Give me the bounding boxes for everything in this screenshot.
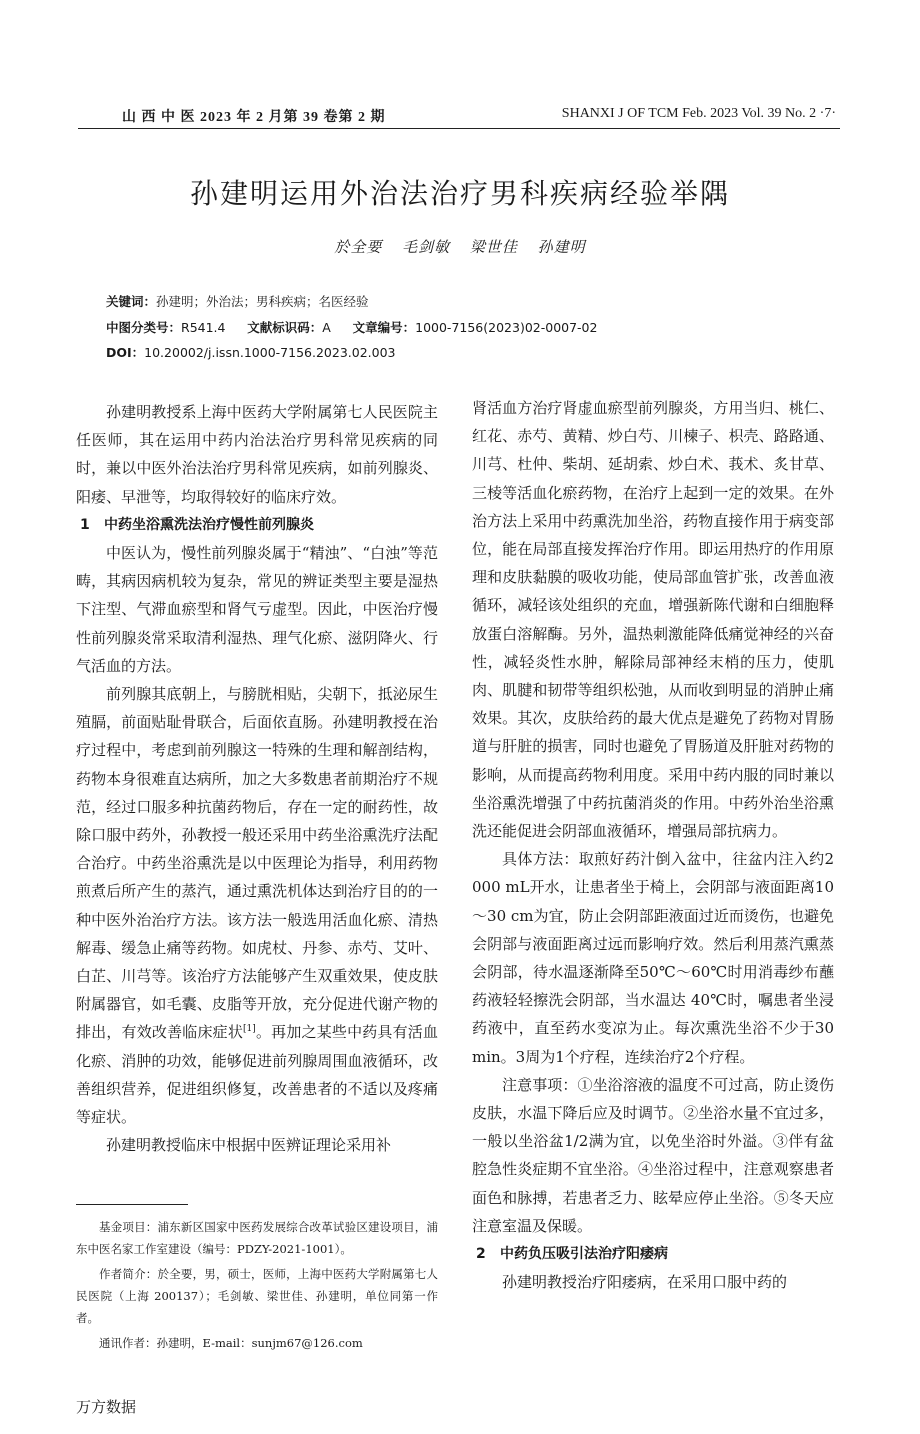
keywords-value: 孙建明；外治法；男科疾病；名医经验	[156, 294, 369, 309]
article-no-label: 文章编号：	[352, 320, 416, 335]
section-number: 2	[476, 1246, 486, 1263]
running-header	[78, 104, 840, 129]
doc-code-label: 文献标识码：	[247, 320, 323, 335]
body-paragraph: 注意事项：①坐浴溶液的温度不可过高，防止烫伤皮肤，水温下降后应及时调节。②坐浴水量不宜过多，一般以坐浴盆1/2满为宜，以免坐浴时外溢。③伴有盆腔急性炎症期不宜坐浴。④坐浴过程中，注意观察患者面色和脉搏，若患者乏力、眩晕应停止坐浴。⑤冬天应注意室温及保暖。	[472, 1075, 834, 1235]
body-paragraph	[76, 680, 438, 1131]
right-column	[472, 394, 834, 1297]
article-title: 孙建明运用外治法治疗男科疾病经验举隅	[189, 177, 730, 210]
doi-line	[106, 343, 826, 361]
author-note: 作者简介：於全要，男，硕士，医师，上海中医药大学附属第七人民医院（上海 200137）；毛剑敏、梁世佳、孙建明，单位同第一作者。	[76, 1267, 438, 1325]
body-paragraph: 具体方法：取煎好药汁倒入盆中，往盆内注入约2 000 mL开水，让患者坐于椅上，会阴部与液面距离10～30 cm为宜，防止会阴部距液面过近而烫伤，也避免会阴部与液面距离过远而影响疗效。然后利用蒸汽熏蒸会阴部，待水温逐渐降至50℃～60℃时用消毒纱布蘸药液轻轻擦洗会阴部，当水温达 40℃时，嘱患者坐浸药液中，直至药水变凉为止。每次熏洗坐浴不少于30 min。3周为1个疗程，连续治疗2个疗程。	[472, 850, 834, 1066]
fund-note: 基金项目：浦东新区国家中医药发展综合改革试验区建设项目，浦东中医名家工作室建设（编号：PDZY-2021-1001）。	[76, 1220, 438, 1256]
classification-value: R541.4	[181, 320, 226, 335]
body-paragraph: 中医认为，慢性前列腺炎属于“精浊”、“白浊”等范畴，其病因病机较为复杂，常见的辨证类型主要是湿热下注型、气滞血瘀型和肾气亏虚型。因此，中医治疗慢性前列腺炎常采取清利湿热、理气化瘀、滋阴降火、行气活血的方法。	[76, 544, 438, 675]
doc-code-value: A	[322, 320, 331, 335]
article-no-value: 1000-7156(2023)02-0007-02	[415, 320, 598, 335]
body-text: 。再加之某些中药具有活血化瘀、消肿的功效，能够促进前列腺周围血液循环，改善组织营养，促进组织修复，改善患者的不适以及疼痛等症状。	[76, 1023, 438, 1127]
body-text: 前列腺其底朝上，与膀胱相贴，尖朝下，抵泌尿生殖膈，前面贴耻骨联合，后面依直肠。孙建明教授在治疗过程中，考虑到前列腺这一特殊的生理和解剖结构，药物本身很难直达病所，加之大多数患者前期治疗不规范，经过口服多种抗菌药物后，存在一定的耐药性，故除口服中药外，孙教授一般还采用中药坐浴熏洗疗法配合治疗。中药坐浴熏洗是以中医理论为指导，利用药物煎煮后所产生的蒸汽，通过熏洗机体达到治疗目的的一种中医外治治疗方法。该方法一般选用活血化瘀、清热解毒、缓急止痛等药物。如虎杖、丹参、赤芍、艾叶、白芷、川芎等。该治疗方法能够产生双重效果，使皮肤附属器官，如毛囊、皮脂等开放，充分促进代谢产物的排出，有效改善临床症状	[76, 685, 438, 1042]
journal-header-right: SHANXI J OF TCM Feb. 2023 Vol. 39 No. 2 ·7·	[561, 106, 836, 121]
citation-ref[interactable]: [1]	[243, 1024, 256, 1035]
footnote-divider	[76, 1204, 188, 1205]
section-title: 中药负压吸引法治疗阳痿病	[500, 1246, 668, 1263]
doi-label: DOI：	[106, 345, 145, 360]
keywords-label: 关键词：	[106, 294, 157, 309]
body-paragraph: 肾活血方治疗肾虚血瘀型前列腺炎，方用当归、桃仁、红花、赤芍、黄精、炒白芍、川楝子、枳壳、路路通、川芎、杜仲、柴胡、延胡索、炒白术、莪术、炙甘草、三棱等活血化瘀药物，在治疗上起到一定的效果。在外治方法上采用中药熏洗加坐浴，药物直接作用于病变部位，能在局部直接发挥治疗作用。即运用热疗的作用原理和皮肤黏膜的吸收功能，使局部血管扩张，改善血液循环，减轻该处组织的充血，增强新陈代谢和白细胞释放蛋白溶解酶。另外，温热刺激能降低痛觉神经的兴奋性，减轻炎性水肿，解除局部神经末梢的压力，使肌肉、肌腱和韧带等组织松弛，从而收到明显的消肿止痛效果。其次，皮肤给药的最大优点是避免了药物对胃肠道与肝脏的损害，同时也避免了胃肠道及肝脏对药物的影响，从而提高药物利用度。采用中药内服的同时兼以坐浴熏洗增强了中药抗菌消炎的作用。中药外治坐浴熏洗还能促进会阴部血液循环，增强局部抗病力。	[472, 399, 834, 841]
left-column	[76, 398, 438, 1159]
body-paragraph: 孙建明教授临床中根据中医辨证理论采用补	[106, 1136, 392, 1155]
doi-value: 10.20002/j.issn.1000-7156.2023.02.003	[144, 345, 396, 360]
classification-line	[106, 318, 826, 336]
journal-header-left: 山 西 中 医 2023 年 2 月第 39 卷第 2 期	[122, 110, 386, 125]
author-list: 於全要 毛剑敏 梁世佳 孙建明	[334, 238, 586, 256]
body-paragraph: 孙建明教授治疗阳痿病，在采用口服中药的	[502, 1273, 788, 1292]
section-heading-1	[76, 511, 438, 539]
section-heading-2	[472, 1240, 834, 1268]
keywords-line	[106, 292, 826, 310]
classification-label: 中图分类号：	[106, 320, 182, 335]
section-title: 中药坐浴熏洗法治疗慢性前列腺炎	[104, 516, 314, 533]
watermark-text: 万方数据	[76, 1398, 137, 1416]
section-number: 1	[80, 516, 90, 533]
contact-note: 通讯作者：孙建明，E-mail：sunjm67@126.com	[99, 1336, 363, 1350]
footnotes	[76, 1216, 438, 1357]
intro-paragraph: 孙建明教授系上海中医药大学附属第七人民医院主任医师，其在运用中药内治法治疗男科常见疾病的同时，兼以中医外治法治疗男科常见疾病，如前列腺炎、阳痿、早泄等，均取得较好的临床疗效。	[76, 403, 438, 506]
